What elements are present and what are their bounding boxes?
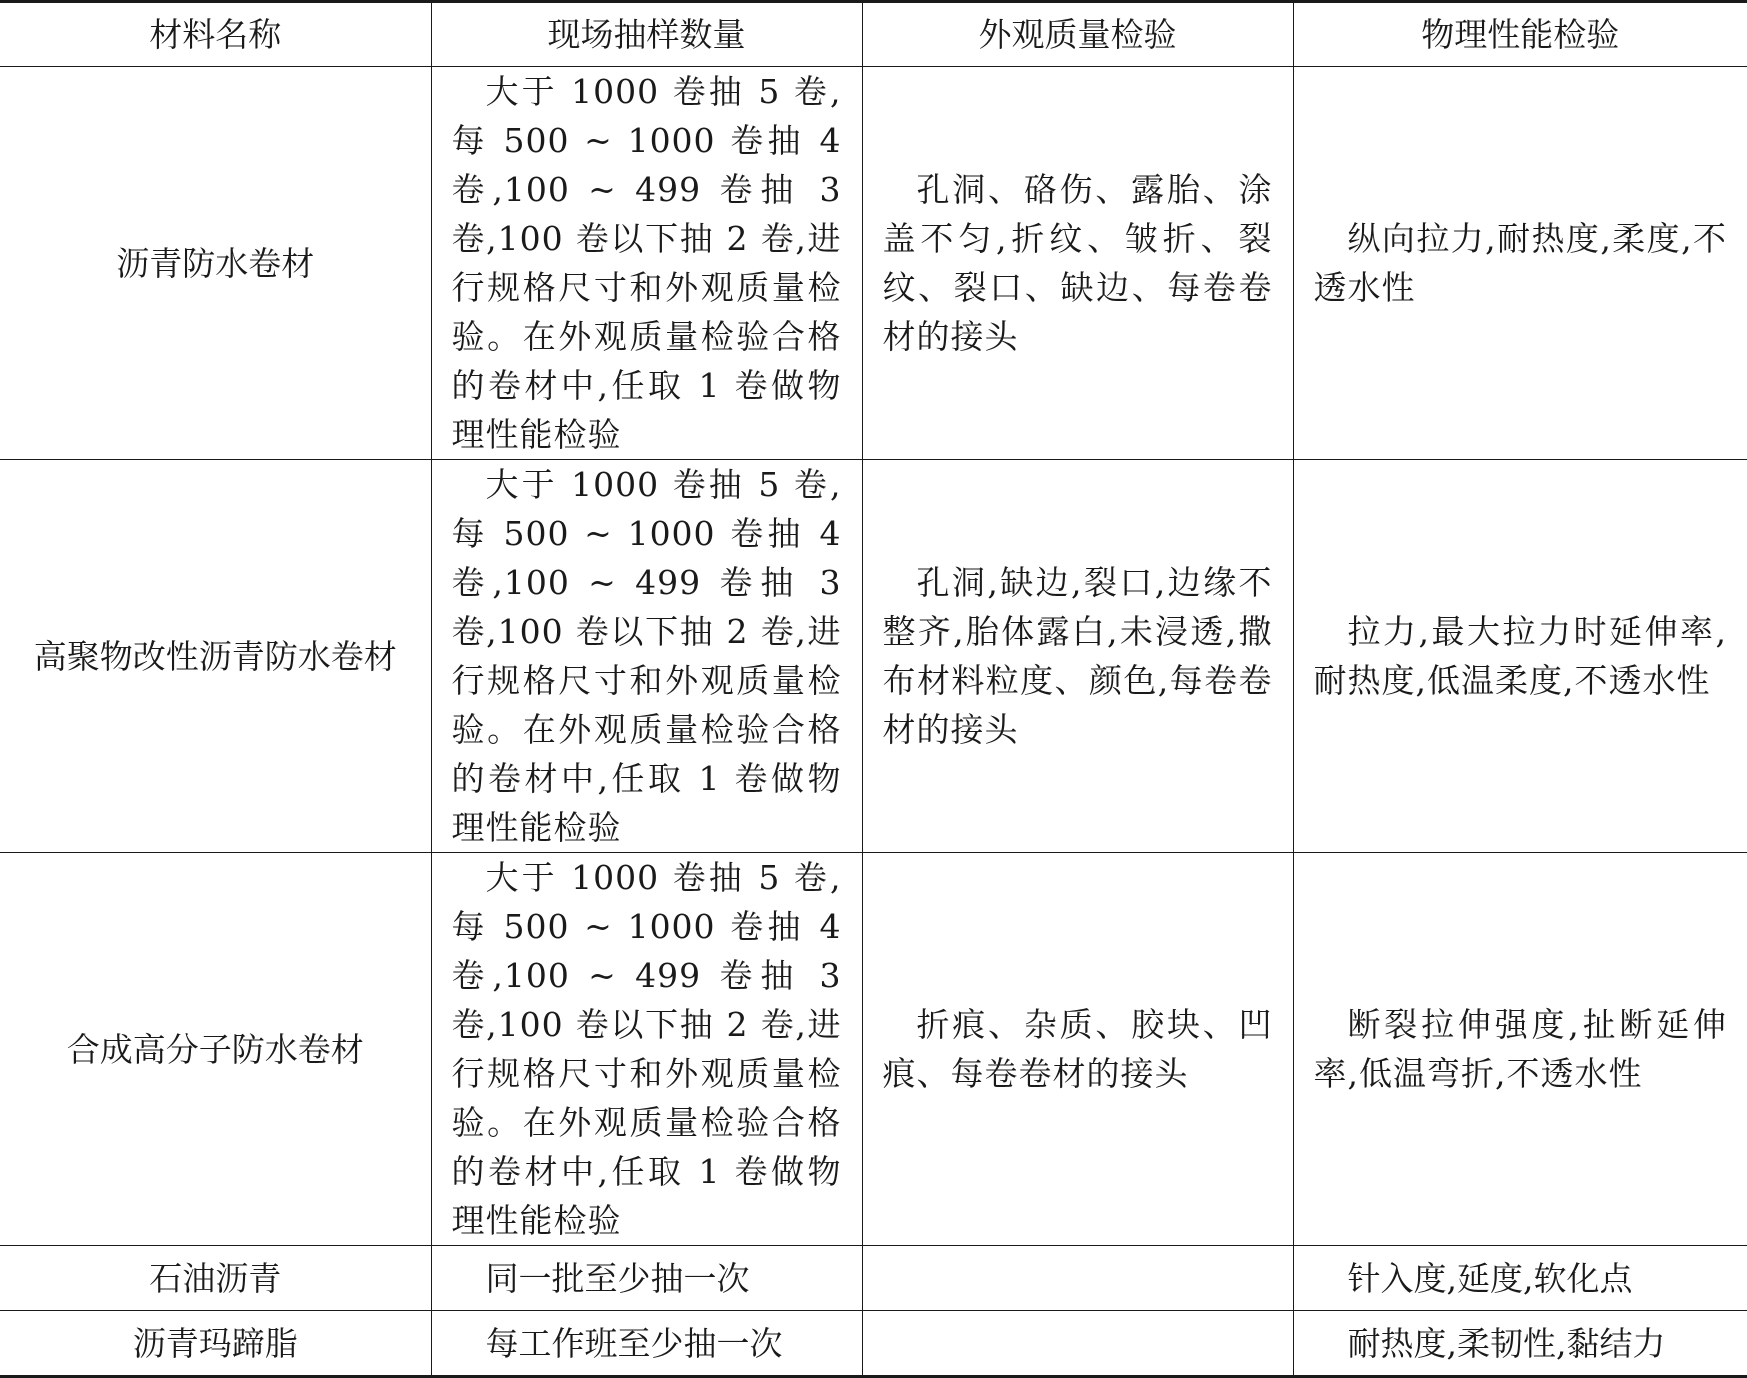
material-name-cell: 沥青防水卷材 (0, 67, 431, 460)
header-physical-inspection: 物理性能检验 (1293, 2, 1747, 67)
appearance-cell (862, 1246, 1293, 1311)
sampling-cell: 每工作班至少抽一次 (431, 1311, 862, 1377)
appearance-cell (862, 1311, 1293, 1377)
table-header-row (0, 2, 1747, 67)
appearance-cell: 折痕、杂质、胶块、凹痕、每卷卷材的接头 (862, 853, 1293, 1246)
sampling-cell: 大于 1000 卷抽 5 卷,每 500 ~ 1000 卷抽 4 卷,100 ~ 499 卷抽 3 卷,100 卷以下抽 2 卷,进行规格尺寸和外观质量检验。在外观质量检验合格的卷材中,任取 1 卷做物理性能检验 (431, 460, 862, 853)
physical-cell: 拉力,最大拉力时延伸率,耐热度,低温柔度,不透水性 (1293, 460, 1747, 853)
header-sampling-quantity: 现场抽样数量 (431, 2, 862, 67)
sampling-cell: 大于 1000 卷抽 5 卷,每 500 ~ 1000 卷抽 4 卷,100 ~ 499 卷抽 3 卷,100 卷以下抽 2 卷,进行规格尺寸和外观质量检验。在外观质量检验合格的卷材中,任取 1 卷做物理性能检验 (431, 853, 862, 1246)
physical-cell: 耐热度,柔韧性,黏结力 (1293, 1311, 1747, 1377)
material-name-cell: 石油沥青 (0, 1246, 431, 1311)
table-row (0, 853, 1747, 1246)
table-row (0, 67, 1747, 460)
physical-cell: 纵向拉力,耐热度,柔度,不透水性 (1293, 67, 1747, 460)
table-row (0, 460, 1747, 853)
material-name-cell: 合成高分子防水卷材 (0, 853, 431, 1246)
header-appearance-inspection: 外观质量检验 (862, 2, 1293, 67)
table-row (0, 1311, 1747, 1377)
physical-cell: 针入度,延度,软化点 (1293, 1246, 1747, 1311)
physical-cell: 断裂拉伸强度,扯断延伸率,低温弯折,不透水性 (1293, 853, 1747, 1246)
appearance-cell: 孔洞、硌伤、露胎、涂盖不匀,折纹、皱折、裂纹、裂口、缺边、每卷卷材的接头 (862, 67, 1293, 460)
sampling-cell: 同一批至少抽一次 (431, 1246, 862, 1311)
header-material-name: 材料名称 (0, 2, 431, 67)
sampling-cell: 大于 1000 卷抽 5 卷,每 500 ~ 1000 卷抽 4 卷,100 ~ 499 卷抽 3 卷,100 卷以下抽 2 卷,进行规格尺寸和外观质量检验。在外观质量检验合格的卷材中,任取 1 卷做物理性能检验 (431, 67, 862, 460)
appearance-cell: 孔洞,缺边,裂口,边缘不整齐,胎体露白,未浸透,撒布材料粒度、颜色,每卷卷材的接头 (862, 460, 1293, 853)
material-name-cell: 高聚物改性沥青防水卷材 (0, 460, 431, 853)
material-name-cell: 沥青玛蹄脂 (0, 1311, 431, 1377)
table-row (0, 1246, 1747, 1311)
